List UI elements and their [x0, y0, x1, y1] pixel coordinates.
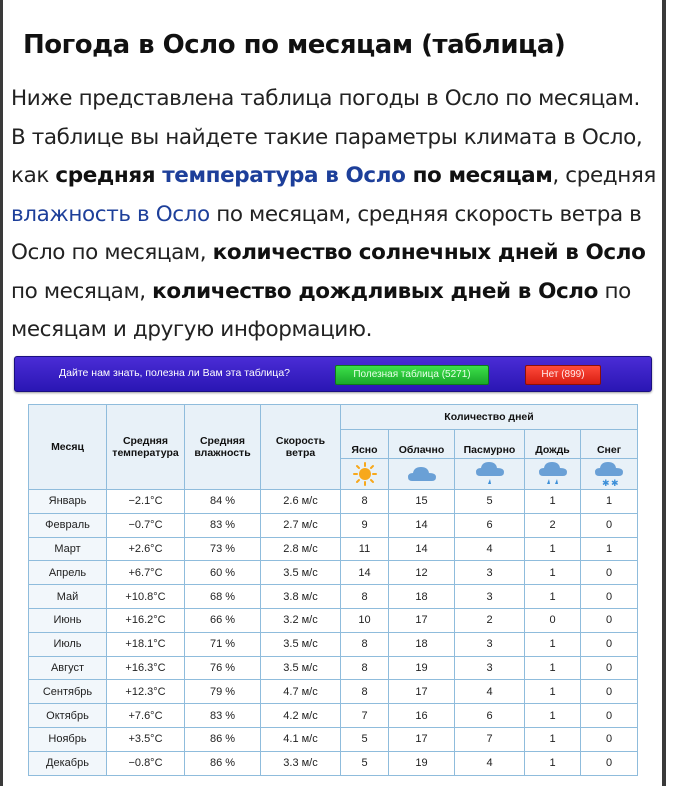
cell-month: Июль	[29, 632, 107, 656]
table-row	[29, 656, 638, 680]
cell-month: Октябрь	[29, 704, 107, 728]
cell-sunny: 5	[341, 751, 389, 775]
cell-month: Май	[29, 585, 107, 609]
cell-rain: 1	[525, 680, 581, 704]
table-body	[29, 490, 638, 776]
header-temperature: Средняя температура	[107, 405, 185, 490]
cell-cloudy: 19	[389, 656, 455, 680]
cell-wind: 3.3 м/с	[261, 751, 341, 775]
cell-temp: +6.7°C	[107, 561, 185, 585]
feedback-bar	[14, 356, 652, 392]
cell-temp: +16.3°C	[107, 656, 185, 680]
cell-cloudy: 17	[389, 727, 455, 751]
right-border	[662, 0, 666, 786]
cell-overcast: 4	[455, 751, 525, 775]
table-row	[29, 513, 638, 537]
cell-overcast: 7	[455, 727, 525, 751]
cell-humidity: 76 %	[185, 656, 261, 680]
page-title: Погода в Осло по месяцам (таблица)	[23, 30, 566, 60]
cell-overcast: 3	[455, 656, 525, 680]
cell-rain: 2	[525, 513, 581, 537]
cell-snow: 0	[581, 632, 638, 656]
cell-rain: 1	[525, 751, 581, 775]
cell-humidity: 84 %	[185, 490, 261, 514]
cell-wind: 2.7 м/с	[261, 513, 341, 537]
header-month: Месяц	[29, 405, 107, 490]
cell-wind: 3.2 м/с	[261, 608, 341, 632]
cell-cloudy: 18	[389, 585, 455, 609]
cloud-snow-icon	[581, 459, 638, 490]
sun-icon	[341, 459, 389, 490]
cell-sunny: 10	[341, 608, 389, 632]
cell-wind: 4.1 м/с	[261, 727, 341, 751]
cell-overcast: 6	[455, 513, 525, 537]
temperature-link[interactable]: температура в Осло	[162, 163, 406, 188]
cell-overcast: 2	[455, 608, 525, 632]
cell-humidity: 86 %	[185, 751, 261, 775]
cell-month: Март	[29, 537, 107, 561]
cell-cloudy: 17	[389, 680, 455, 704]
cell-cloudy: 15	[389, 490, 455, 514]
cell-sunny: 8	[341, 656, 389, 680]
cell-wind: 2.8 м/с	[261, 537, 341, 561]
table-row	[29, 490, 638, 514]
cell-sunny: 8	[341, 632, 389, 656]
cell-temp: −0.7°C	[107, 513, 185, 537]
cell-month: Январь	[29, 490, 107, 514]
cell-month: Сентябрь	[29, 680, 107, 704]
cell-snow: 0	[581, 704, 638, 728]
intro-text: Ниже представлена таблица погоды в Осло по месяцам. В таблице вы найдете такие параметры климата в Осло, как	[11, 86, 643, 188]
cell-rain: 1	[525, 727, 581, 751]
humidity-link[interactable]: влажность в Осло	[11, 201, 210, 227]
header-wind: Скорость ветра	[261, 405, 341, 490]
cell-snow: 0	[581, 680, 638, 704]
cell-snow: 0	[581, 608, 638, 632]
cell-month: Ноябрь	[29, 727, 107, 751]
table-row	[29, 704, 638, 728]
cell-cloudy: 19	[389, 751, 455, 775]
weather-table	[28, 404, 638, 776]
cell-snow: 0	[581, 561, 638, 585]
intro-text: по месяцам,	[11, 278, 153, 304]
cell-sunny: 14	[341, 561, 389, 585]
header-overcast: Пасмурно	[455, 430, 525, 459]
cell-wind: 4.2 м/с	[261, 704, 341, 728]
cell-snow: 1	[581, 490, 638, 514]
table-row	[29, 608, 638, 632]
cell-rain: 1	[525, 490, 581, 514]
cell-month: Август	[29, 656, 107, 680]
cell-overcast: 3	[455, 585, 525, 609]
not-useful-button[interactable]: Нет (899)	[525, 365, 601, 385]
header-snow: Снег	[581, 430, 638, 459]
cell-humidity: 66 %	[185, 608, 261, 632]
cell-rain: 1	[525, 656, 581, 680]
table-row	[29, 751, 638, 775]
cell-humidity: 83 %	[185, 513, 261, 537]
cell-cloudy: 18	[389, 632, 455, 656]
cloud-icon	[389, 459, 455, 490]
cell-temp: +10.8°C	[107, 585, 185, 609]
intro-bold: количество солнечных дней в Осло	[212, 240, 646, 265]
cell-cloudy: 17	[389, 608, 455, 632]
intro-bold: по месяцам	[405, 163, 553, 188]
cell-overcast: 6	[455, 704, 525, 728]
cloud-drizzle-icon	[455, 459, 525, 490]
feedback-question: Дайте нам знать, полезна ли Вам эта таблица?	[59, 367, 290, 379]
cell-snow: 0	[581, 656, 638, 680]
cell-humidity: 68 %	[185, 585, 261, 609]
cell-sunny: 8	[341, 680, 389, 704]
cell-wind: 3.5 м/с	[261, 632, 341, 656]
cell-temp: +16.2°C	[107, 608, 185, 632]
cell-snow: 0	[581, 513, 638, 537]
cell-cloudy: 12	[389, 561, 455, 585]
cell-sunny: 11	[341, 537, 389, 561]
cell-rain: 1	[525, 561, 581, 585]
table-row	[29, 680, 638, 704]
cell-rain: 1	[525, 585, 581, 609]
intro-text: , средняя	[552, 163, 656, 188]
cell-snow: 0	[581, 727, 638, 751]
cell-humidity: 79 %	[185, 680, 261, 704]
cell-overcast: 3	[455, 632, 525, 656]
left-border	[0, 0, 3, 786]
cell-humidity: 83 %	[185, 704, 261, 728]
cell-month: Апрель	[29, 561, 107, 585]
cell-sunny: 9	[341, 513, 389, 537]
table-row	[29, 727, 638, 751]
table-row	[29, 561, 638, 585]
svg-text:✱: ✱	[602, 479, 610, 487]
cell-wind: 4.7 м/с	[261, 680, 341, 704]
intro-text: по месяцам, средняя скорость ветра в Осло по месяцам,	[11, 201, 642, 265]
table-row	[29, 632, 638, 656]
cell-overcast: 3	[455, 561, 525, 585]
cell-sunny: 8	[341, 585, 389, 609]
cell-humidity: 73 %	[185, 537, 261, 561]
cell-wind: 3.5 м/с	[261, 656, 341, 680]
cell-humidity: 71 %	[185, 632, 261, 656]
cell-temp: +7.6°C	[107, 704, 185, 728]
svg-text:✱: ✱	[611, 479, 619, 487]
cell-month: Декабрь	[29, 751, 107, 775]
header-days-group: Количество дней	[341, 405, 638, 430]
header-rain: Дождь	[525, 430, 581, 459]
intro-paragraph	[11, 80, 659, 350]
cell-overcast: 5	[455, 490, 525, 514]
cell-cloudy: 14	[389, 537, 455, 561]
cell-cloudy: 16	[389, 704, 455, 728]
cell-sunny: 8	[341, 490, 389, 514]
header-humidity: Средняя влажность	[185, 405, 261, 490]
cell-sunny: 5	[341, 727, 389, 751]
cell-overcast: 4	[455, 537, 525, 561]
cell-snow: 0	[581, 751, 638, 775]
cell-month: Февраль	[29, 513, 107, 537]
cell-wind: 3.5 м/с	[261, 561, 341, 585]
cell-overcast: 4	[455, 680, 525, 704]
cell-snow: 1	[581, 537, 638, 561]
cell-temp: +18.1°C	[107, 632, 185, 656]
cell-temp: +12.3°C	[107, 680, 185, 704]
cell-temp: +2.6°C	[107, 537, 185, 561]
cell-sunny: 7	[341, 704, 389, 728]
cell-temp: −0.8°C	[107, 751, 185, 775]
intro-bold: средняя	[55, 163, 163, 188]
cell-rain: 0	[525, 608, 581, 632]
cell-temp: +3.5°C	[107, 727, 185, 751]
cell-cloudy: 14	[389, 513, 455, 537]
cell-rain: 1	[525, 537, 581, 561]
cloud-rain-icon	[525, 459, 581, 490]
intro-bold: количество дождливых дней в Осло	[152, 278, 599, 304]
cell-wind: 3.8 м/с	[261, 585, 341, 609]
intro-text: по месяцам и другую информацию.	[11, 278, 631, 342]
cell-humidity: 60 %	[185, 561, 261, 585]
cell-rain: 1	[525, 704, 581, 728]
cell-rain: 1	[525, 632, 581, 656]
weather-table-container	[28, 404, 637, 774]
cell-month: Июнь	[29, 608, 107, 632]
cell-humidity: 86 %	[185, 727, 261, 751]
cell-snow: 0	[581, 585, 638, 609]
table-row	[29, 585, 638, 609]
cell-wind: 2.6 м/с	[261, 490, 341, 514]
header-sunny: Ясно	[341, 430, 389, 459]
useful-button[interactable]: Полезная таблица (5271)	[335, 365, 489, 385]
table-row	[29, 537, 638, 561]
cell-temp: −2.1°C	[107, 490, 185, 514]
header-cloudy: Облачно	[389, 430, 455, 459]
